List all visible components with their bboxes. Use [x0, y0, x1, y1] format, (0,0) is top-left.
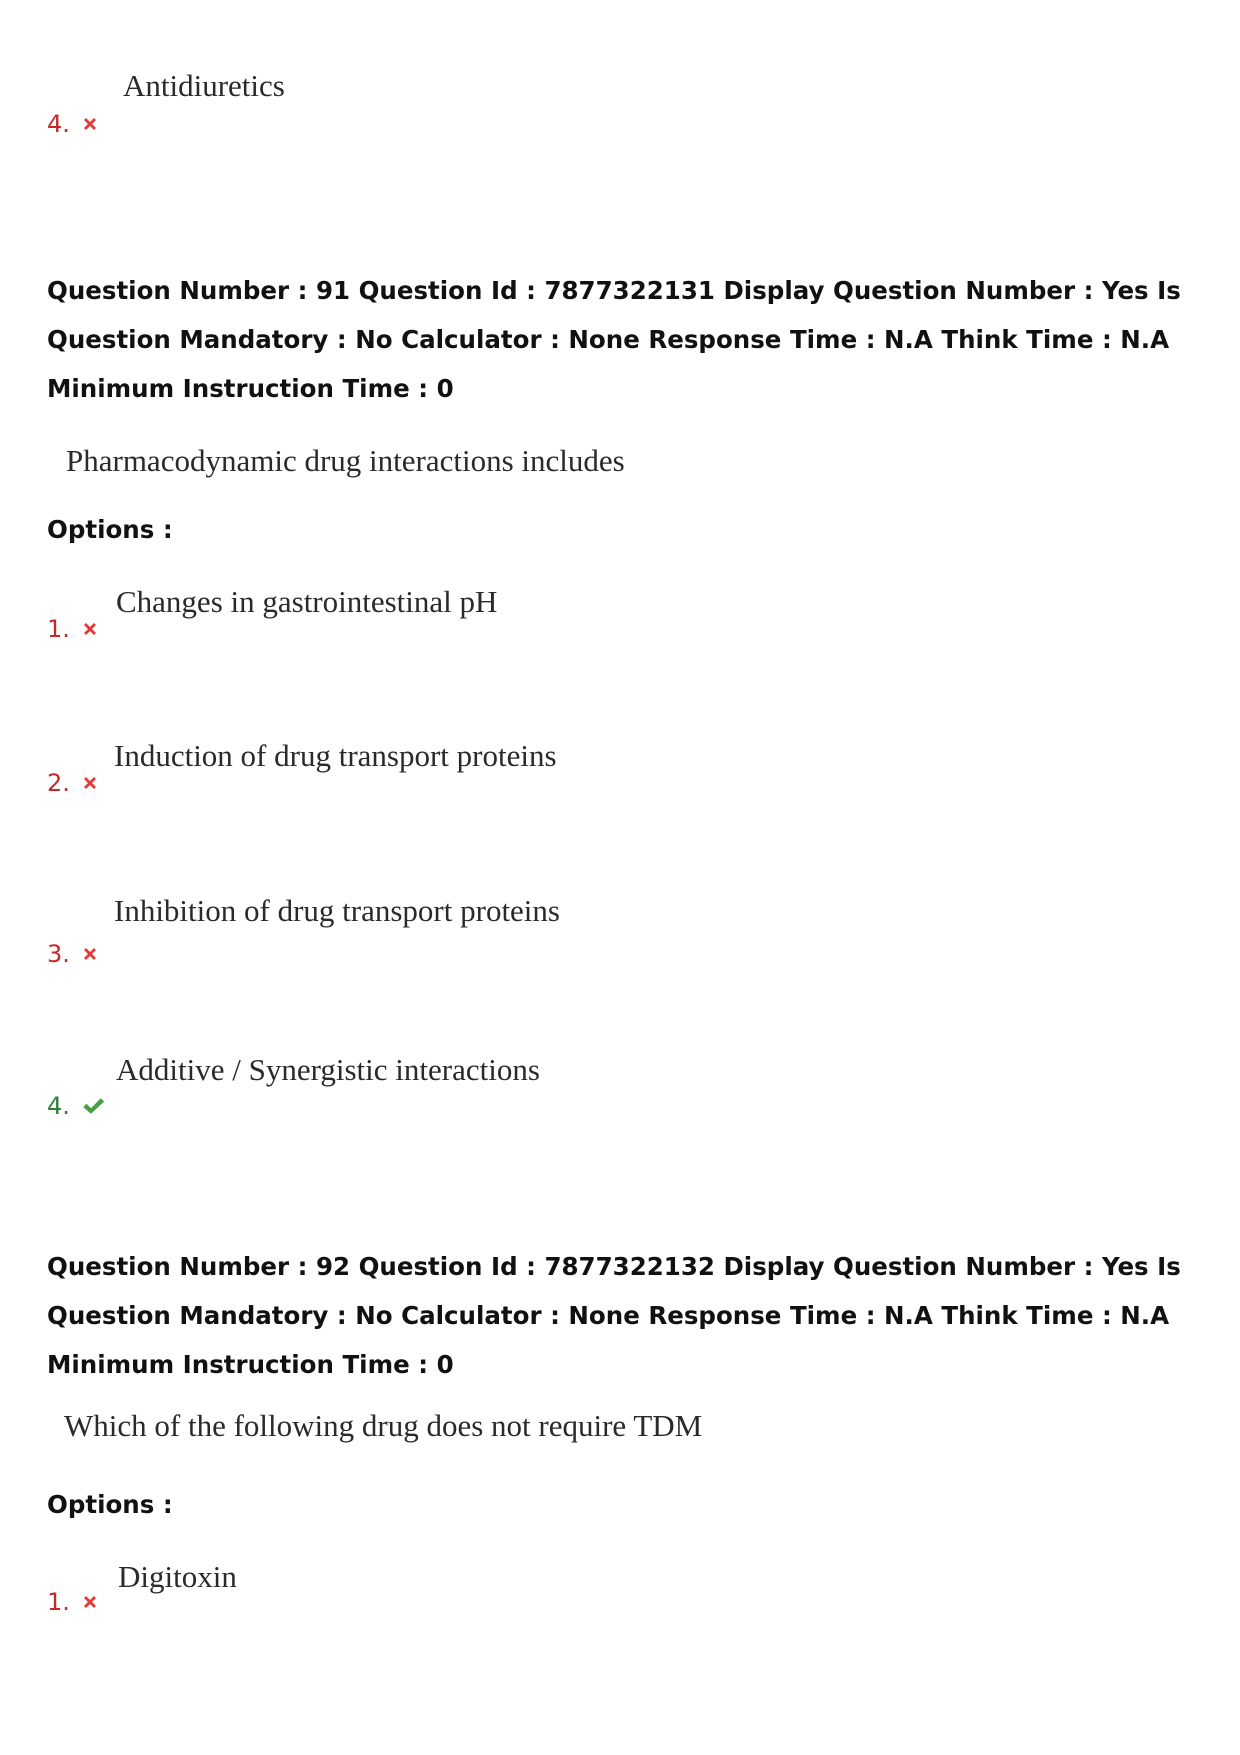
option-marker	[47, 617, 100, 641]
question-meta: Question Number : 92 Question Id : 7877322132 Display Question Number : Yes Is Question Mandatory : No Calculator : None Response Time : N.A Think Time : N.A Minimum Instruction Time : 0	[47, 1252, 1181, 1379]
option-text: Inhibition of drug transport proteins	[114, 893, 560, 928]
question-text: Pharmacodynamic drug interactions includes	[66, 443, 625, 478]
option-number: 4.	[47, 1092, 70, 1120]
check-mark-icon	[80, 1095, 104, 1117]
option-number: 1.	[47, 1588, 70, 1616]
option-text: Additive / Synergistic interactions	[116, 1052, 540, 1087]
option-text: Induction of drug transport proteins	[114, 738, 557, 773]
question-meta: Question Number : 91 Question Id : 7877322131 Display Question Number : Yes Is Question Mandatory : No Calculator : None Response Time : N.A Think Time : N.A Minimum Instruction Time : 0	[47, 276, 1181, 403]
option-marker	[47, 1590, 100, 1614]
option-text: Antidiuretics	[123, 68, 285, 103]
option-number: 1.	[47, 615, 70, 643]
cross-mark-icon	[80, 773, 100, 793]
cross-mark-icon	[80, 619, 100, 639]
option-text: Digitoxin	[118, 1559, 237, 1594]
options-label: Options :	[47, 1490, 173, 1519]
option-number: 3.	[47, 940, 70, 968]
option-number: 4.	[47, 110, 70, 138]
question-text: Which of the following drug does not require TDM	[64, 1408, 703, 1443]
option-marker	[47, 771, 100, 795]
cross-mark-icon	[80, 1592, 100, 1612]
cross-mark-icon	[80, 944, 100, 964]
option-marker	[47, 942, 100, 966]
option-text: Changes in gastrointestinal pH	[116, 584, 498, 619]
cross-mark-icon	[80, 114, 100, 134]
option-marker	[47, 112, 100, 136]
option-number: 2.	[47, 769, 70, 797]
options-label: Options :	[47, 515, 173, 544]
option-marker	[47, 1094, 104, 1118]
